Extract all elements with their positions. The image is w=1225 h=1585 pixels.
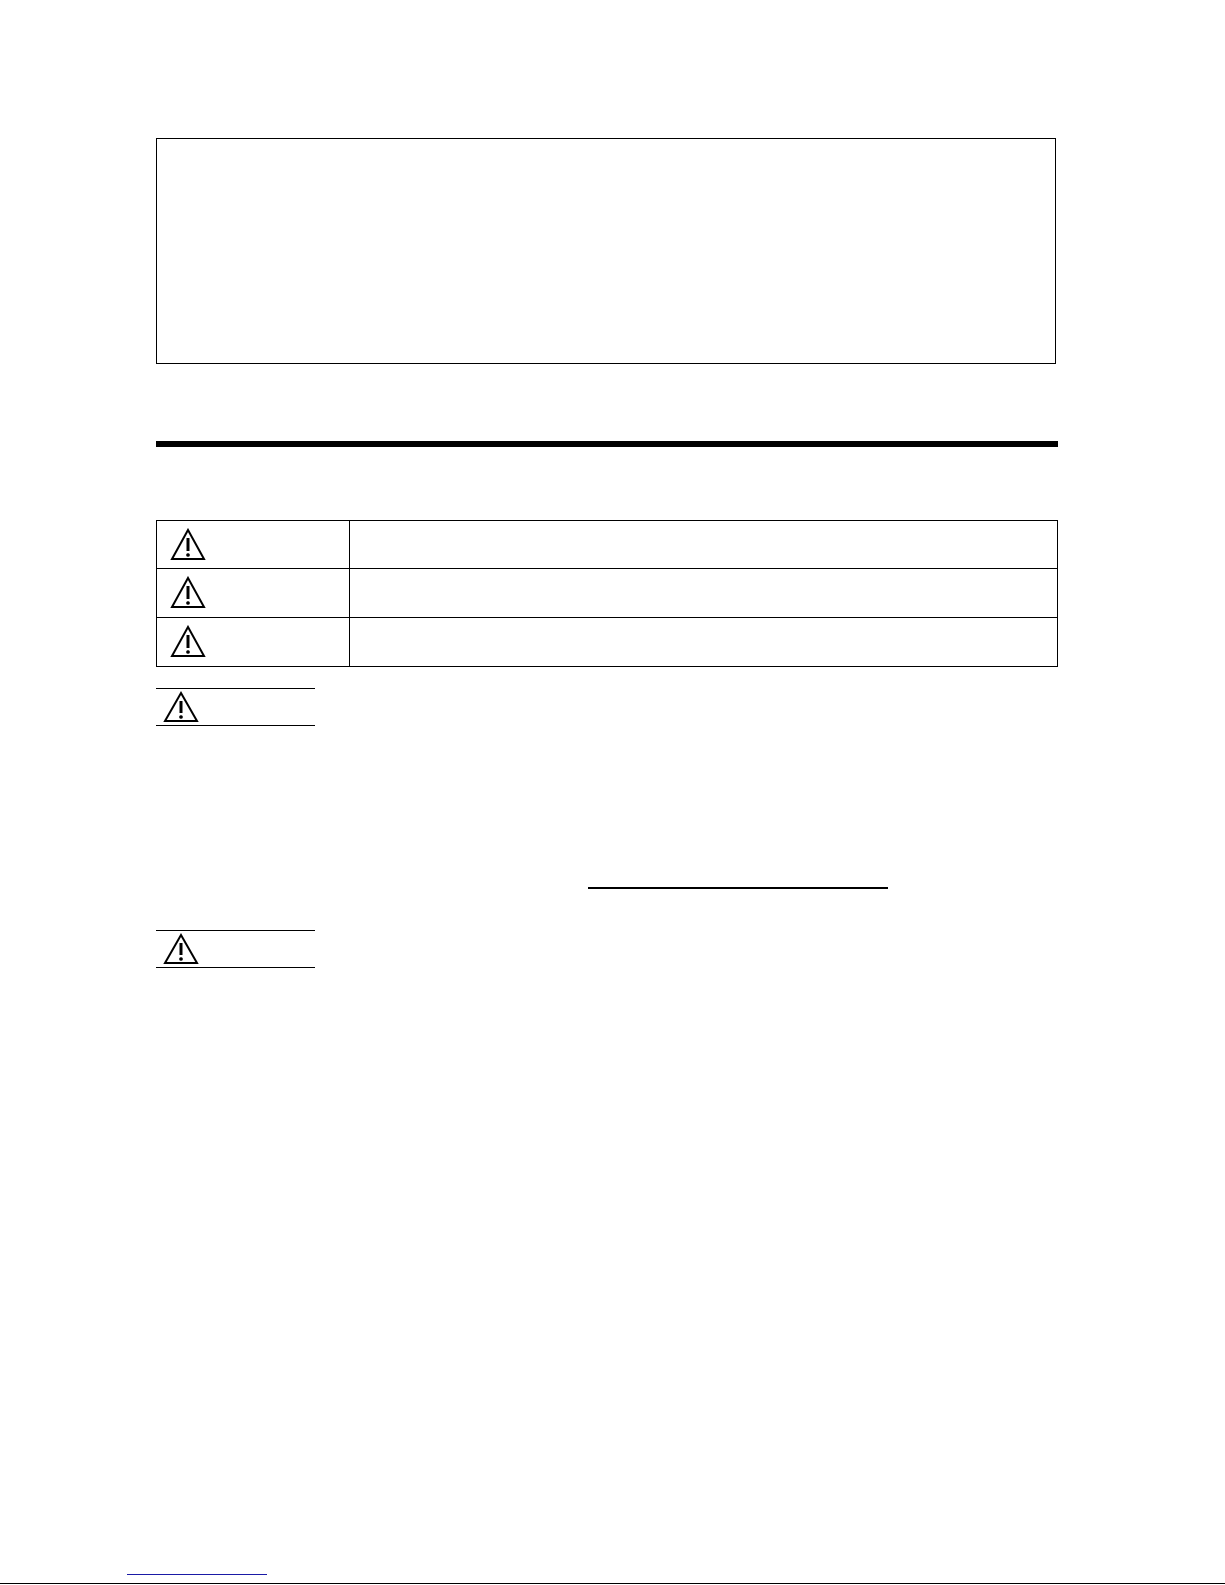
signal-description-cell (350, 618, 1058, 667)
signal-word-table (156, 520, 1058, 667)
notice-box (156, 138, 1056, 364)
signal-word-row (157, 618, 1058, 667)
signal-symbol-cell (157, 569, 350, 618)
footer-rule (0, 1583, 1225, 1584)
signal-description-cell (350, 569, 1058, 618)
section-heading-rule (156, 441, 1058, 447)
warning-triangle-icon (162, 690, 200, 724)
signal-symbol-cell (157, 521, 350, 569)
warning-triangle-icon (157, 624, 349, 660)
underlined-text-rule (588, 887, 888, 889)
signal-symbol-cell (157, 618, 350, 667)
signal-word-row (157, 521, 1058, 569)
footer-link-underline[interactable] (127, 1574, 267, 1575)
signal-description-cell (350, 521, 1058, 569)
warning-callout (156, 930, 315, 968)
warning-triangle-icon (157, 527, 349, 563)
signal-word-row (157, 569, 1058, 618)
warning-callout (156, 688, 315, 726)
warning-triangle-icon (157, 575, 349, 611)
warning-triangle-icon (162, 932, 200, 966)
